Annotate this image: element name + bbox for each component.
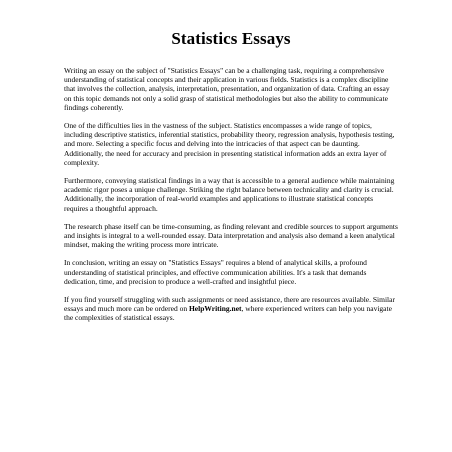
paragraph-closing: [64, 295, 398, 323]
document-title: Statistics Essays: [171, 29, 291, 48]
closing-text-after: , where experienced writers can help you navigate the complexities of statistical essays.: [64, 304, 392, 323]
closing-text-before: If you find yourself struggling with such assignments or need assistance, there are resources available. Similar essays and much more can be ordered on: [64, 295, 395, 314]
paragraph-conveying: Furthermore, conveying statistical findings in a way that is accessible to a general audience while maintaining academic rigor poses a unique challenge. Striking the right balance between technicality and clarity is crucial. Additionally, the incorporation of real-world examples and applications to illustrate statistical concepts requires a thoughtful approach.: [64, 176, 395, 213]
helpwriting-link[interactable]: HelpWriting.net: [188, 304, 242, 314]
paragraph-intro: Writing an essay on the subject of "Statistics Essays" can be a challenging task, requiring a comprehensive understanding of statistical concepts and their application in various fields. Statistics is a complex discipline that involves the collection, analysis, interpretation, presentation, and organization of data. Crafting an essay on this topic demands not only a solid grasp of statistical methodologies but also the ability to communicate findings coherently.: [64, 66, 390, 112]
paragraph-difficulties: One of the difficulties lies in the vastness of the subject. Statistics encompasses a wide range of topics, including descriptive statistics, inferential statistics, probability theory, regression analysis, hypothesis testing, and more. Selecting a specific focus and delving into the intricacies of that aspect can be daunting. Additionally, the need for accuracy and precision in presenting statistical information adds an extra layer of complexity.: [64, 121, 395, 167]
paragraph-conclusion: In conclusion, writing an essay on "Statistics Essays" requires a blend of analytical skills, a profound understanding of statistical principles, and effective communication abilities. It's a task that demands dedication, time, and precision to produce a well-crafted and insightful piece.: [64, 258, 367, 286]
paragraph-research: The research phase itself can be time-consuming, as finding relevant and credible sources to support arguments and insights is integral to a well-rounded essay. Data interpretation and analysis also demand a keen analytical mindset, making the writing process more intricate.: [64, 221, 398, 250]
